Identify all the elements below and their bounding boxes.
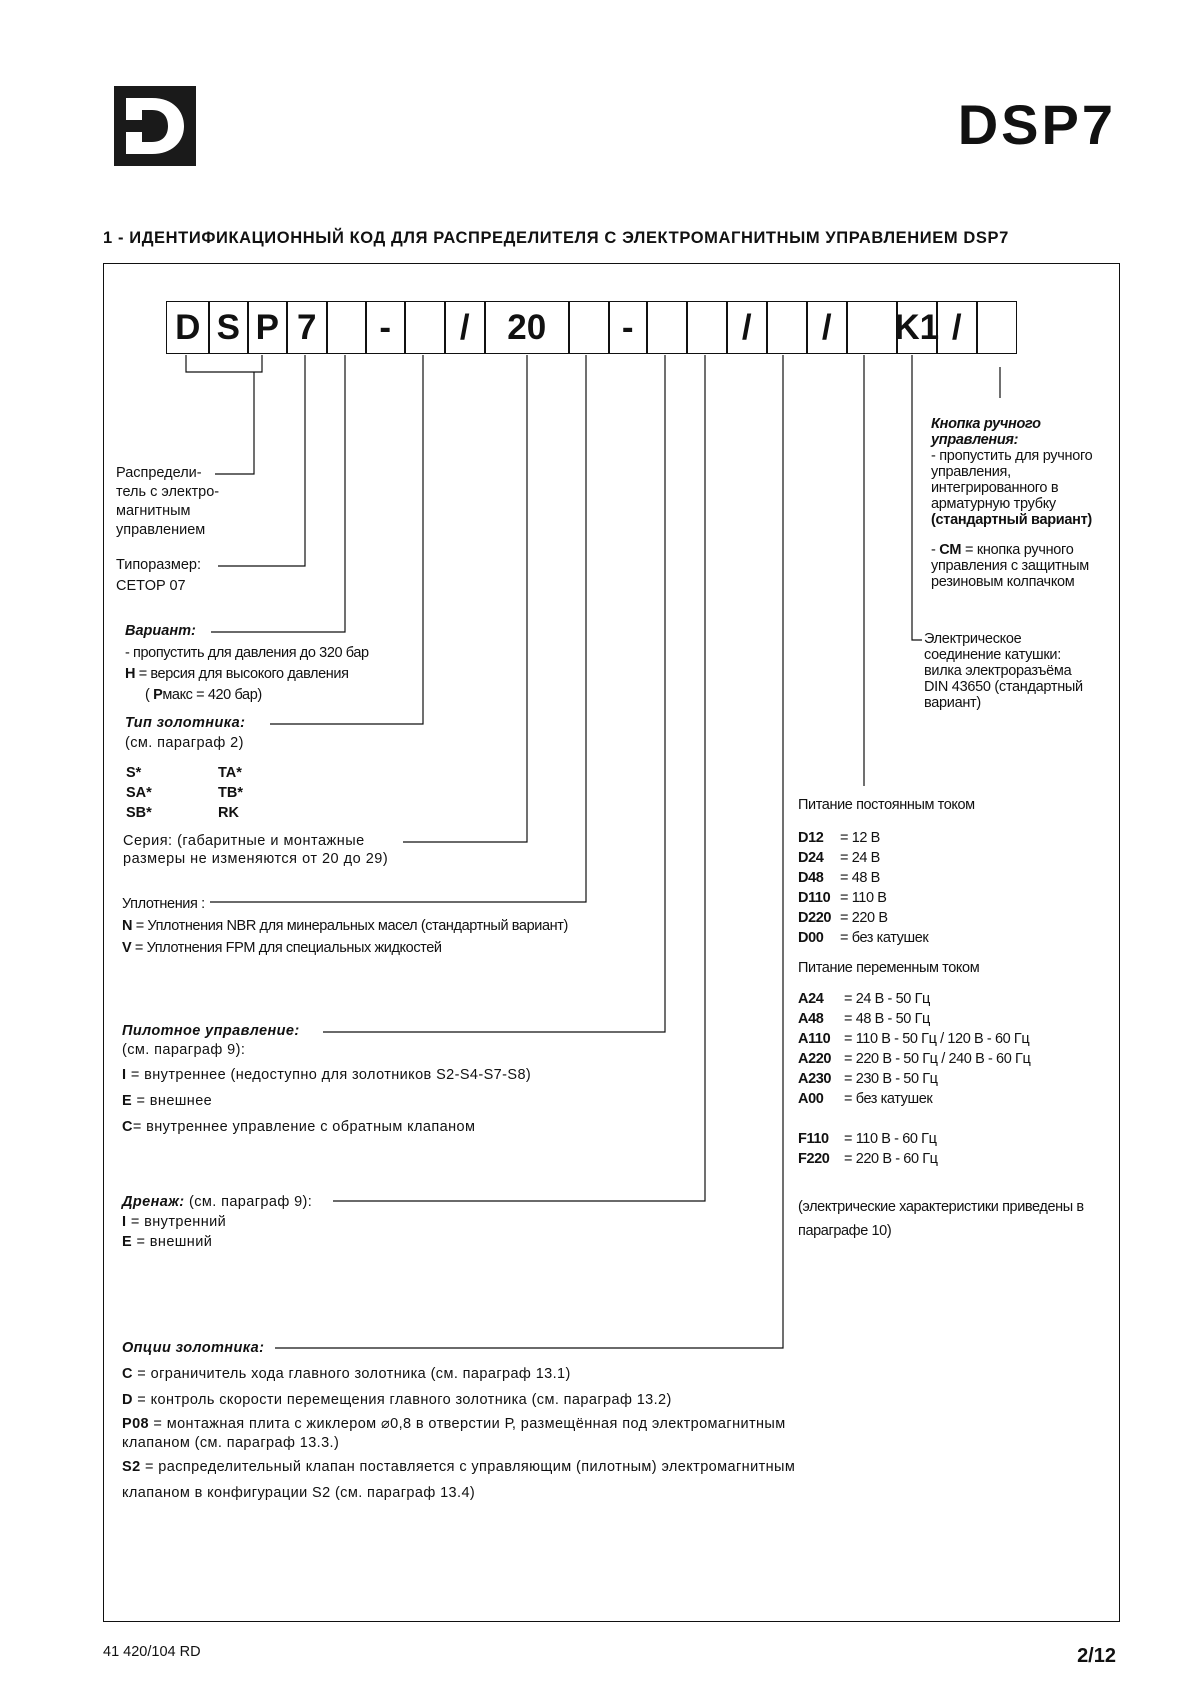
coil-connector-block: Электрическое соединение катушки: вилка электроразъёма DIN 43650 (стандартный вариант): [924, 631, 1083, 711]
code-box: -: [365, 301, 406, 354]
spool-options-block: Опции золотника: C = ограничитель хода главного золотника (см. параграф 13.1) D = контроль скорости перемещения главного золотника (см. параграф 13.2) P08 = монтажная плита с жиклером ⌀0,8 в отверстии Р, размещённая под электромагнитным клапаном (см. параграф 13.3.) S2 = распределительный клапан поставляется с управляющим (пилотным) электромагнитным клапаном в конфигурации S2 (см. параграф 13.4): [122, 1340, 796, 1501]
model-title: DSP7: [957, 93, 1116, 156]
code-box: /: [806, 301, 848, 354]
seals-block: Уплотнения : N = Уплотнения NBR для минеральных масел (стандартный вариант) V = Уплотнения FPM для специальных жидкостей: [122, 896, 568, 956]
code-box: S: [208, 301, 249, 354]
doc-number: 41 420/104 RD: [103, 1644, 201, 1660]
manual-override-block: Кнопка ручного управления: - пропустить для ручного управления, интегрированного в арматурную трубку (стандартный вариант) - CM = кнопка ручного управления с защитным резиновым колпачком: [931, 416, 1093, 590]
drain-title: Дренаж:: [122, 1194, 185, 1210]
spool-type-block: Тип золотника: (см. параграф 2): [125, 715, 246, 751]
pilot-title: Пилотное управление:: [122, 1023, 300, 1039]
pilot-block: Пилотное управление: (см. параграф 9): I = внутреннее (недоступно для золотников S2-S4-S7-S8) E = внешнее C= внутреннее управление с обратным клапаном: [122, 1023, 532, 1135]
electrical-note: (электрические характеристики приведены в параграфе 10): [798, 1199, 1084, 1239]
section-heading: 1 - ИДЕНТИФИКАЦИОННЫЙ КОД ДЛЯ РАСПРЕДЕЛИТЕЛЯ С ЭЛЕКТРОМАГНИТНЫМ УПРАВЛЕНИЕМ DSP7: [103, 229, 1009, 247]
code-box: 20: [484, 301, 570, 354]
code-box: P: [247, 301, 288, 354]
size-label: Типоразмер: CETOP 07: [116, 557, 201, 594]
variant-title: Вариант:: [125, 623, 196, 639]
dc-supply-title: Питание постоянным током: [798, 797, 975, 813]
spool-options-title: Опции золотника:: [122, 1340, 265, 1356]
page-number: 2/12: [1077, 1645, 1116, 1667]
drain-block: Дренаж: (см. параграф 9): I = внутренний E = внешний: [122, 1194, 313, 1250]
code-box: D: [166, 301, 210, 354]
code-box: K1: [896, 301, 938, 354]
code-box: /: [936, 301, 978, 354]
spool-type-title: Тип золотника:: [125, 715, 246, 731]
variant-block: Вариант: - пропустить для давления до 320 бар H = версия для высокого давления ( Pмакс = 420 бар): [125, 623, 369, 703]
ac-supply-title: Питание переменным током: [798, 960, 980, 976]
valve-label: Распредели- тель с электро- магнитным управлением: [116, 465, 220, 538]
series-block: Серия: (габаритные и монтажные размеры не изменяются от 20 до 29): [123, 833, 389, 867]
code-box: -: [608, 301, 648, 354]
spool-codes-col1: S* SA* SB*: [126, 765, 152, 821]
code-box: /: [726, 301, 768, 354]
code-box: /: [444, 301, 486, 354]
ac-supply-list: A24 = 24 В - 50 Гц A48 = 48 В - 50 Гц A110 = 110 В - 50 Гц / 120 В - 60 Гц A220 = 220 В - 50 Гц / 240 В - 60 Гц A230 = 230 В - 50 Гц A00 = без катушек F110 = 110 В - 60 Гц F220 = 220 В - 60 Гц: [798, 991, 1031, 1167]
spool-codes-col2: TA* TB* RK: [218, 765, 243, 821]
code-box: 7: [286, 301, 328, 354]
dc-supply-list: D12 = 12 В D24 = 24 В D48 = 48 В D110 = 110 В D220 = 220 В D00 = без катушек: [798, 830, 929, 946]
